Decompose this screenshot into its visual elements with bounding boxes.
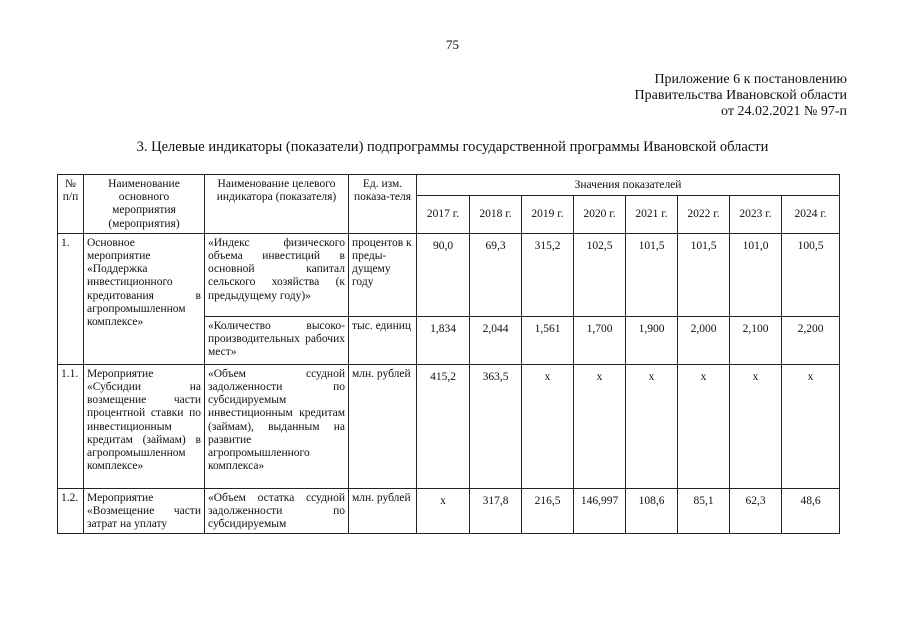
value-cell: х: [574, 364, 626, 488]
header-row-1: [58, 175, 840, 196]
row-activity: Основное мероприятие «Поддержка инвестиционного кредитования в агропромышленном комплексе»: [84, 233, 205, 364]
row-indicator: «Объем остатка ссудной задолженности по субсидируемым: [205, 488, 349, 534]
row-indicator: «Объем ссудной задолженности по субсидируемым инвестиционным кредитам (займам), выданным на развитие агропромышленного комплекса»: [205, 364, 349, 488]
value-cell: 101,0: [730, 233, 782, 316]
value-cell: 100,5: [782, 233, 840, 316]
value-cell: 1,700: [574, 316, 626, 364]
header-year: 2023 г.: [730, 195, 782, 233]
header-unit: Ед. изм. показа-теля: [349, 175, 417, 234]
row-indicator: «Индекс физического объема инвестиций в основной капитал сельского хозяйства (к предыдущему году)»: [205, 233, 349, 316]
value-cell: 90,0: [417, 233, 470, 316]
row-unit: тыс. единиц: [349, 316, 417, 364]
row-activity: Мероприятие «Возмещение части затрат на уплату: [84, 488, 205, 534]
appendix-line-2: Правительства Ивановской области: [634, 88, 847, 103]
header-values: Значения показателей: [417, 175, 840, 196]
value-cell: х: [522, 364, 574, 488]
value-cell: х: [678, 364, 730, 488]
value-cell: х: [417, 488, 470, 534]
value-cell: 415,2: [417, 364, 470, 488]
row-num: 1.2.: [58, 488, 84, 534]
header-year: 2019 г.: [522, 195, 574, 233]
row-unit: процентов к преды-дущему году: [349, 233, 417, 316]
header-year: 2018 г.: [470, 195, 522, 233]
row-unit: млн. рублей: [349, 488, 417, 534]
value-cell: х: [730, 364, 782, 488]
header-year: 2021 г.: [626, 195, 678, 233]
row-unit: млн. рублей: [349, 364, 417, 488]
value-cell: 102,5: [574, 233, 626, 316]
value-cell: 317,8: [470, 488, 522, 534]
header-year: 2017 г.: [417, 195, 470, 233]
value-cell: 62,3: [730, 488, 782, 534]
value-cell: 85,1: [678, 488, 730, 534]
value-cell: 48,6: [782, 488, 840, 534]
value-cell: 363,5: [470, 364, 522, 488]
value-cell: 2,044: [470, 316, 522, 364]
value-cell: 315,2: [522, 233, 574, 316]
value-cell: 1,561: [522, 316, 574, 364]
document-title: 3. Целевые индикаторы (показатели) подпрограммы государственной программы Ивановской области: [136, 139, 769, 155]
table-row: [58, 364, 840, 488]
row-num: 1.: [58, 233, 84, 364]
appendix-line-1: Приложение 6 к постановлению: [654, 72, 847, 87]
header-year: 2024 г.: [782, 195, 840, 233]
value-cell: 216,5: [522, 488, 574, 534]
header-num: № п/п: [58, 175, 84, 234]
header-year: 2022 г.: [678, 195, 730, 233]
value-cell: 101,5: [626, 233, 678, 316]
table-row: [58, 488, 840, 534]
row-indicator: «Количество высоко-производительных рабочих мест»: [205, 316, 349, 364]
value-cell: 108,6: [626, 488, 678, 534]
header-indicator: Наименование целевого индикатора (показателя): [205, 175, 349, 234]
value-cell: 2,200: [782, 316, 840, 364]
row-activity: Мероприятие «Субсидии на возмещение части процентной ставки по инвестиционным кредитам (займам) в агропромышленном комплексе»: [84, 364, 205, 488]
value-cell: 1,900: [626, 316, 678, 364]
value-cell: 69,3: [470, 233, 522, 316]
page-number: 75: [446, 37, 459, 52]
value-cell: 2,100: [730, 316, 782, 364]
value-cell: 1,834: [417, 316, 470, 364]
value-cell: х: [782, 364, 840, 488]
value-cell: х: [626, 364, 678, 488]
value-cell: 101,5: [678, 233, 730, 316]
value-cell: 146,997: [574, 488, 626, 534]
table-row: [58, 233, 840, 316]
row-num: 1.1.: [58, 364, 84, 488]
header-activity: Наименование основного мероприятия (мероприятия): [84, 175, 205, 234]
header-year: 2020 г.: [574, 195, 626, 233]
indicators-table: [57, 174, 840, 534]
appendix-line-3: от 24.02.2021 № 97-п: [721, 104, 847, 119]
appendix-block: [635, 72, 847, 120]
value-cell: 2,000: [678, 316, 730, 364]
